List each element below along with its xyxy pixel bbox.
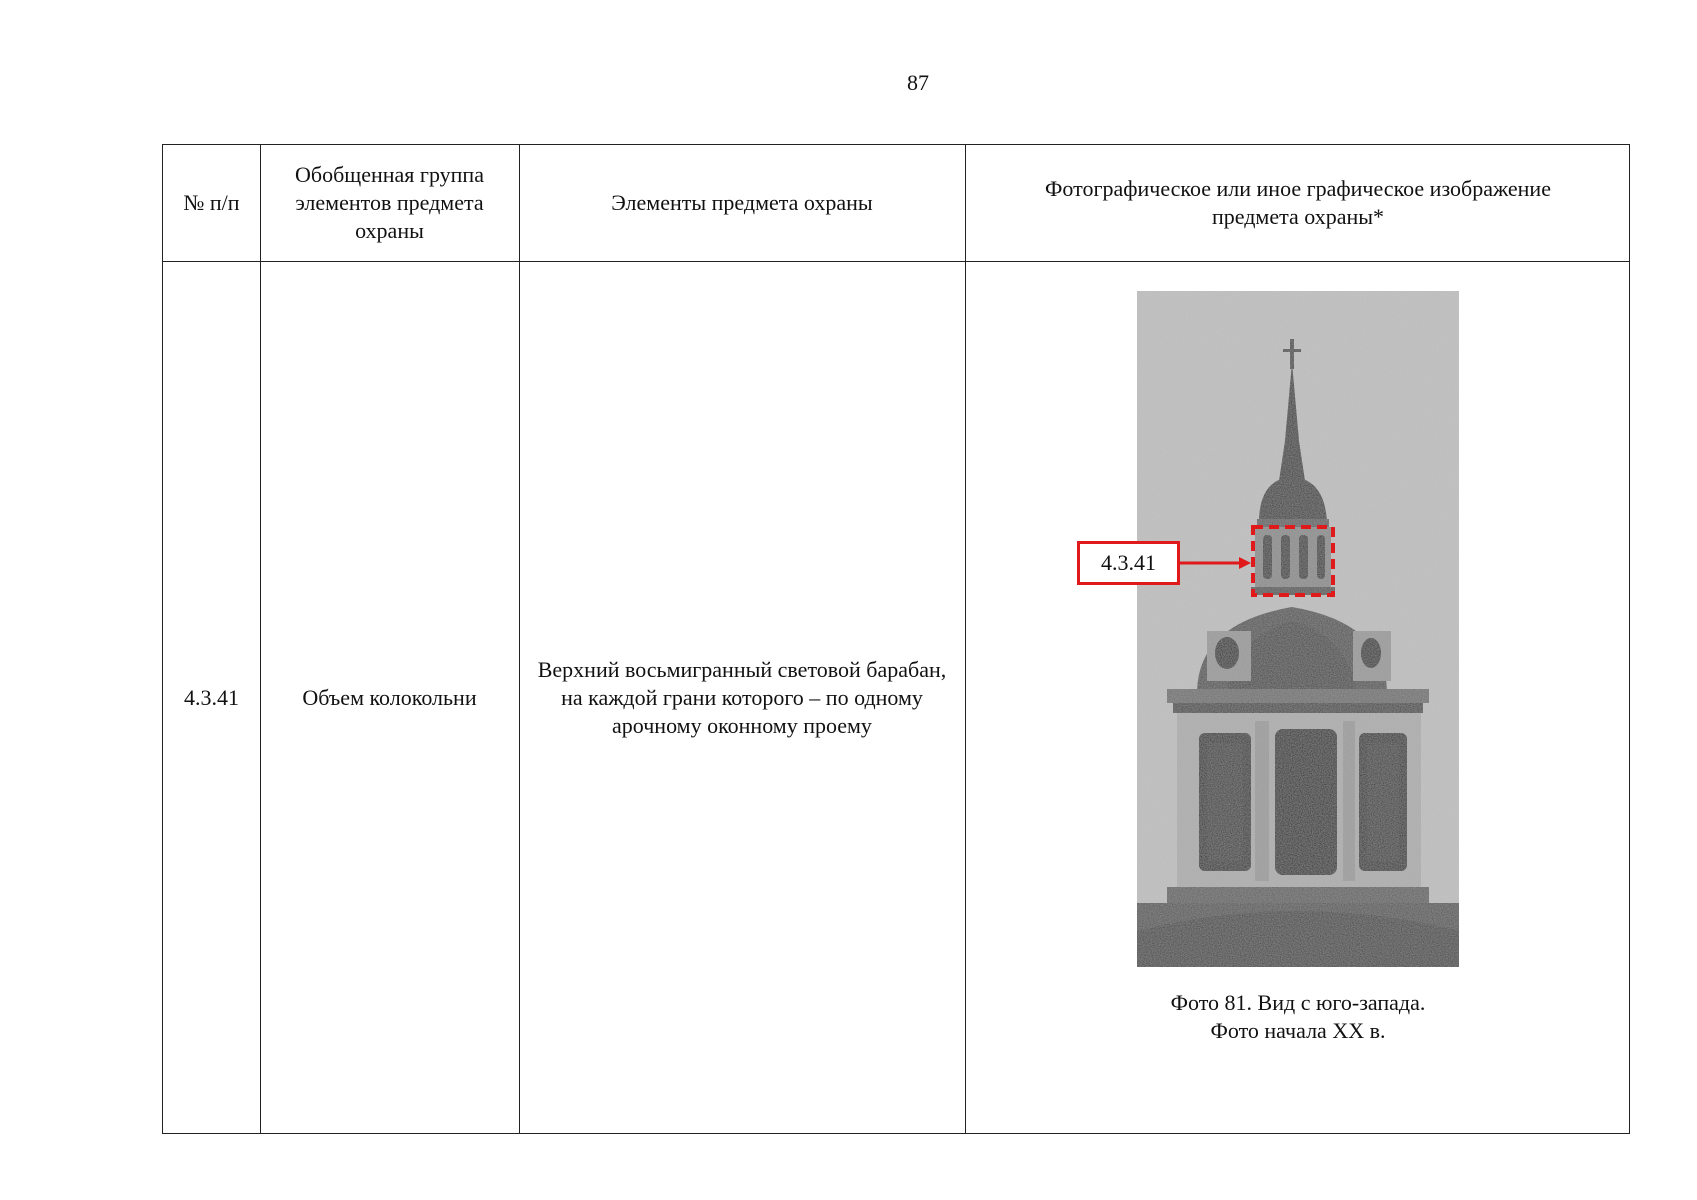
row-group: Объем колокольни xyxy=(302,685,477,710)
bell-tower-photo xyxy=(1137,291,1459,967)
photo-caption xyxy=(965,989,1631,1045)
protection-table xyxy=(162,144,1630,1134)
header-elements: Элементы предмета охраны xyxy=(611,190,873,215)
row-number: 4.3.41 xyxy=(184,685,239,710)
column-divider xyxy=(965,145,966,1133)
caption-line-1: Фото 81. Вид с юго-запада. xyxy=(1170,990,1426,1015)
caption-line-2: Фото начала XX в. xyxy=(1210,1018,1386,1043)
header-image: Фотографическое или иное графическое изображение предмета охраны* xyxy=(1045,176,1551,229)
callout-label: 4.3.41 xyxy=(1077,541,1180,585)
header-group: Обобщенная группа элементов предмета охраны xyxy=(295,162,484,243)
page-number: 87 xyxy=(907,70,929,95)
header-number: № п/п xyxy=(183,190,240,215)
row-elements: Верхний восьмигранный световой барабан, на каждой грани которого – по одному арочному оконному проему xyxy=(537,657,947,738)
